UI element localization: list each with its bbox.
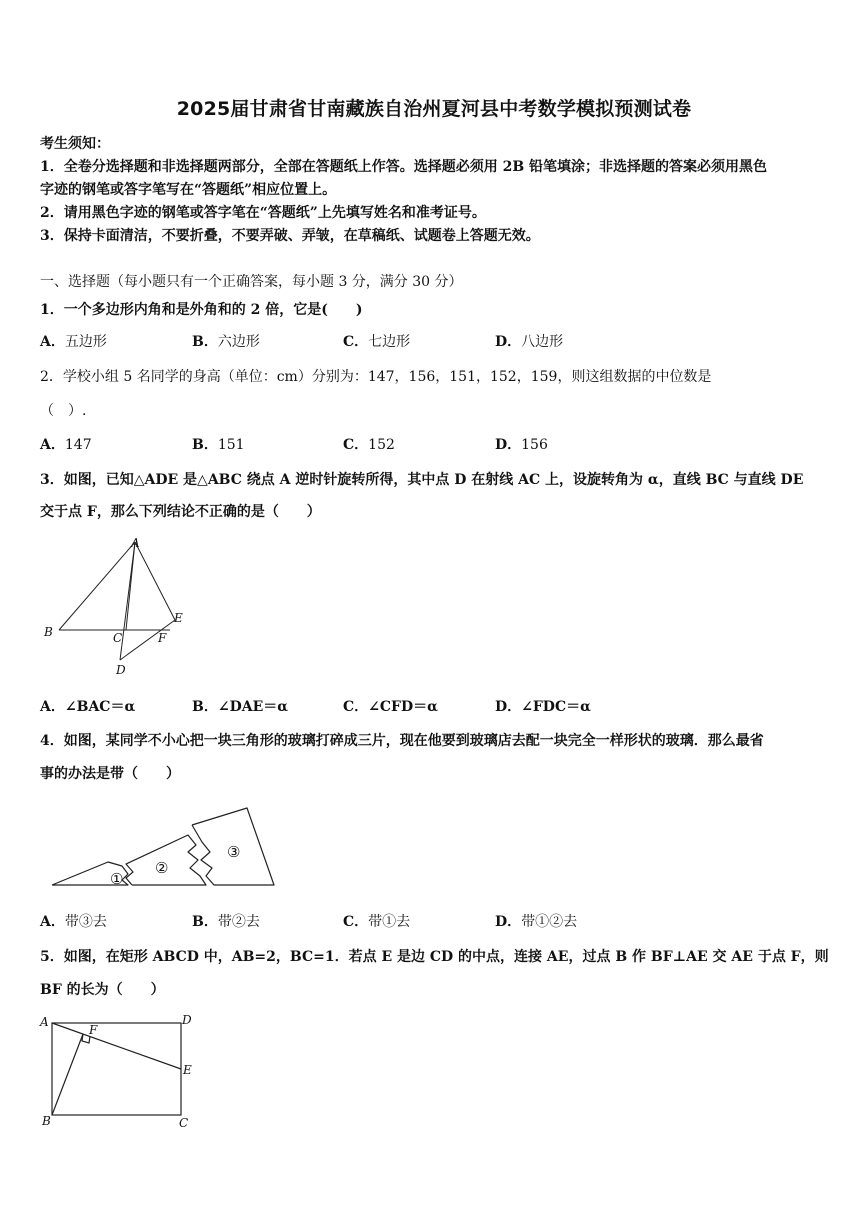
question-2-text: 2．学校小组 5 名同学的身高（单位：cm）分别为：147，156，151，152，159，则这组数据的中位数是 [40,369,712,385]
option-c[interactable]: C．七边形 [343,334,411,350]
option-d[interactable]: D．∠FDC＝α [495,699,591,715]
point-label-b: B [44,625,53,639]
question-5-figure [38,1012,208,1137]
question-4-figure [40,800,280,895]
option-d[interactable]: D．八边形 [495,334,564,350]
question-3-text: 3．如图，已知△ADE 是△ABC 绕点 A 逆时针旋转所得，其中点 D 在射线 AC 上，设旋转角为 α，直线 BC 与直线 DE [40,472,804,488]
option-b[interactable]: B．带②去 [192,914,260,930]
page-title: 2025届甘肃省甘南藏族自治州夏河县中考数学模拟预测试卷 [176,98,692,120]
point-label-b: B [42,1114,51,1128]
notice-item: 2．请用黑色字迹的钢笔或答字笔在“答题纸”上先填写姓名和准考证号。 [40,205,486,221]
point-label-d: D [116,663,126,677]
piece-label-1: ① [110,870,124,888]
notice-heading: 考生须知： [40,136,110,152]
point-label-c: C [113,631,123,645]
question-3-options [40,696,840,716]
question-4-text-cont: 事的办法是带（ ） [40,766,180,782]
option-c[interactable]: C．152 [343,437,395,453]
notice-item: 字迹的钢笔或答字笔写在“答题纸”相应位置上。 [40,182,337,198]
point-label-d: D [182,1013,192,1027]
option-c[interactable]: C．∠CFD＝α [343,699,438,715]
option-b[interactable]: B．六边形 [192,334,260,350]
option-d[interactable]: D．带①②去 [495,914,578,930]
question-5-text-cont: BF 的长为（ ） [40,982,165,998]
question-1-options [40,331,840,351]
question-5-text: 5．如图，在矩形 ABCD 中，AB=2，BC=1．若点 E 是边 CD 的中点，连接 AE，过点 B 作 BF⊥AE 交 AE 于点 F，则 [40,949,829,965]
point-label-e: E [174,611,183,625]
point-label-a: A [40,1015,49,1029]
option-c[interactable]: C．带①去 [343,914,411,930]
question-3-text-cont: 交于点 F，那么下列结论不正确的是（ ） [40,504,321,520]
point-label-f: F [158,631,167,645]
piece-label-3: ③ [227,843,241,861]
question-4-text: 4．如图，某同学不小心把一块三角形的玻璃打碎成三片，现在他要到玻璃店去配一块完全一样形状的玻璃．那么最省 [40,733,764,749]
option-d[interactable]: D．156 [495,437,548,453]
question-1-text: 1．一个多边形内角和是外角和的 2 倍，它是( ) [40,302,363,318]
point-label-a: A [131,536,140,550]
option-a[interactable]: A．∠BAC＝α [40,699,136,715]
option-b[interactable]: B．∠DAE＝α [192,699,289,715]
point-label-c: C [179,1116,189,1130]
notice-item: 1．全卷分选择题和非选择题两部分，全部在答题纸上作答。选择题必须用 2B 铅笔填涂；非选择题的答案必须用黑色 [40,159,768,175]
option-a[interactable]: A．带③去 [40,914,107,930]
point-label-f: F [89,1023,98,1037]
question-4-options [40,911,840,931]
notice-item: 3．保持卡面清洁，不要折叠，不要弄破、弄皱，在草稿纸、试题卷上答题无效。 [40,228,540,244]
point-label-e: E [183,1063,192,1077]
section-heading: 一、选择题（每小题只有一个正确答案，每小题 3 分，满分 30 分） [40,274,463,290]
option-a[interactable]: A．五边形 [40,334,107,350]
question-2-options [40,434,840,454]
question-3-figure [40,534,200,684]
option-b[interactable]: B．151 [192,437,245,453]
option-a[interactable]: A．147 [40,437,92,453]
question-2-text-cont: （ ）. [40,403,87,419]
piece-label-2: ② [155,859,169,877]
